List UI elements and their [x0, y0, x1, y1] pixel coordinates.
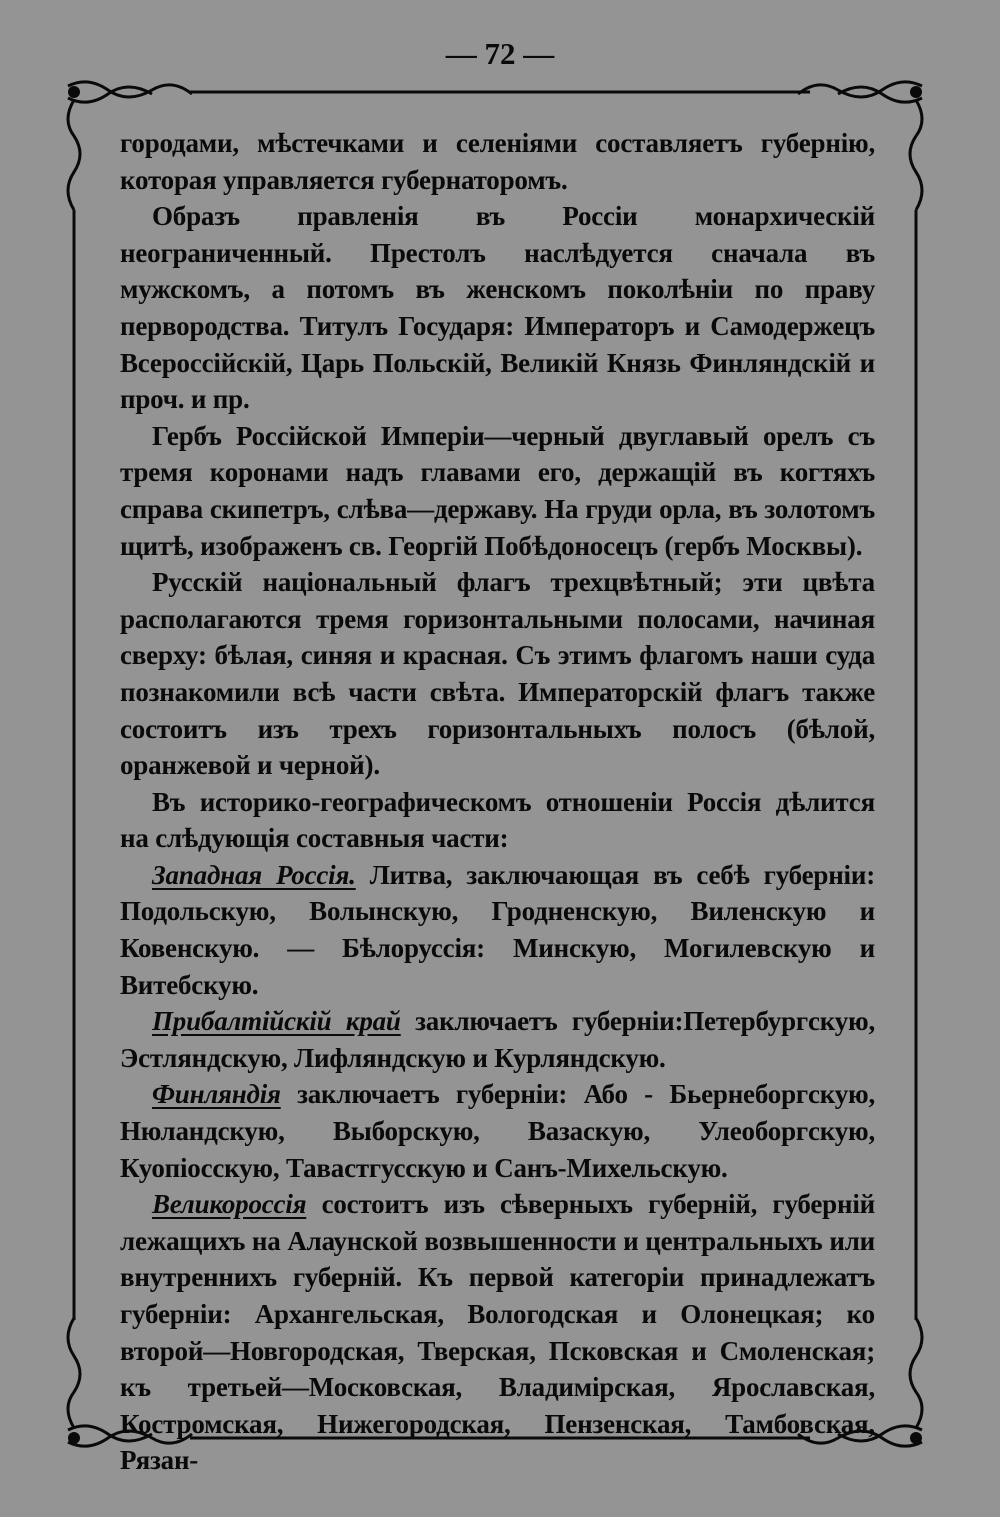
main-text [120, 125, 875, 1479]
paragraph: Образъ правленія въ Россіи монархическій неограниченный. Престолъ наслѣдуется сначала въ мужскомъ, а потомъ въ женскомъ поколѣніи по праву первородства. Титулъ Государя: Императоръ и Самодержецъ Всероссійскій, Царь Польскій, Великій Князь Финляндскій и проч. и пр. [120, 201, 875, 415]
paragraph [120, 857, 875, 1003]
section-text: заключаетъ губерніи: Або - Бьернеборгскую, Нюландскую, Выборскую, Вазаскую, Улеоборгскую, Куопіосскую, Тавастгусскую и Санъ-Михельскую. [120, 1079, 875, 1183]
paragraph: городами, мѣстечками и селеніями составляетъ губернію, которая управляется губернаторомъ. [120, 128, 875, 195]
paragraph: Въ историко-географическомъ отношеніи Россія дѣлится на слѣдующія составныя части: [120, 786, 875, 854]
section-title: Западная Россія. [152, 859, 356, 890]
section-title: Прибалтійскій край [152, 1006, 401, 1037]
section-text: состоитъ изъ сѣверныхъ губерній, губерній лежащихъ на Алаунской возвышенности и центральныхъ или внутреннихъ губерній. Къ первой категоріи принадлежатъ губерніи: Архангельская, Вологодская и Олонецкая; ко второй—Новгородская, Тверская, Псковская и Смоленская; къ третьей—Московская, Владимірская, Ярославская, Костромская, Нижегородская, Пензенская, Тамбовская, Рязан- [120, 1189, 875, 1476]
paragraph: Гербъ Россійской Имперіи—черный двуглавый орелъ съ тремя коронами надъ главами его, держащій въ когтяхъ справа скипетръ, слѣва—державу. На груди орла, въ золотомъ щитѣ, изображенъ св. Георгій Побѣдоносецъ (гербъ Москвы). [120, 420, 875, 561]
paragraph [120, 1076, 875, 1186]
section-text: заключаетъ губерніи:Петербургскую, Эстляндскую, Лифляндскую и Курляндскую. [120, 1006, 875, 1073]
paragraph [120, 1186, 875, 1479]
section-text: Литва, заключающая въ себѣ губерніи: Подольскую, Волынскую, Гродненскую, Виленскую и Ковенскую. — Бѣлоруссія: Минскую, Могилевскую и Витебскую. [120, 859, 875, 1000]
section-title: Финляндія [152, 1079, 281, 1110]
paragraph: Русскій національный флагъ трехцвѣтный; эти цвѣта располагаются тремя горизонтальными полосами, начиная сверху: бѣлая, синяя и красная. Съ этимъ флагомъ наши суда познакомили всѣ части свѣта. Императорскій флагъ также состоитъ изъ трехъ горизонтальныхъ полосъ (бѣлой, оранжевой и черной). [120, 567, 875, 781]
page-number: — 72 — [445, 36, 555, 71]
paragraph [120, 1003, 875, 1076]
section-title: Великороссія [152, 1189, 307, 1220]
